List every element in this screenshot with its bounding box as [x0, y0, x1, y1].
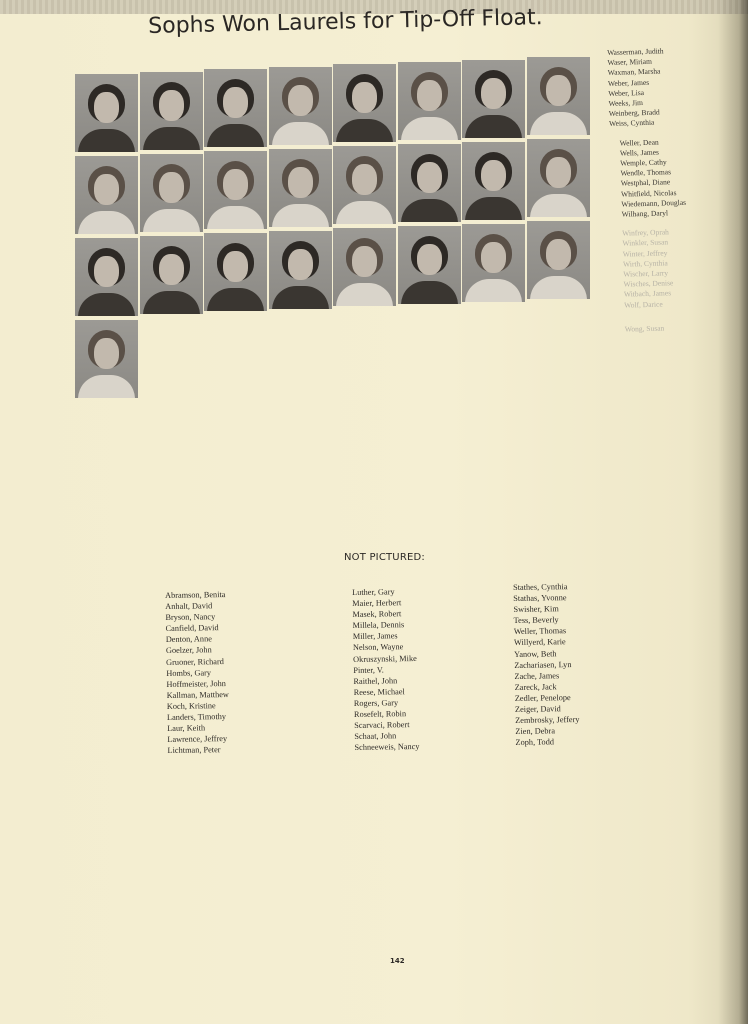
- portrait-face: [223, 169, 248, 200]
- not-pictured-name: Canfield, David: [165, 623, 219, 634]
- portrait-body: [207, 288, 264, 311]
- student-portrait: [333, 228, 396, 306]
- side-name: Waxman, Marsha: [607, 66, 661, 78]
- portrait-body: [336, 119, 393, 142]
- student-portrait: [140, 72, 203, 150]
- name-group-2: [610, 137, 687, 221]
- student-portrait: [140, 154, 203, 232]
- page-number: 142: [390, 957, 405, 965]
- side-name: Witbach, James: [623, 288, 672, 300]
- portrait-body: [465, 197, 522, 220]
- not-pictured-column-3: [513, 581, 580, 748]
- not-pictured-column-2: [352, 586, 420, 753]
- student-portrait: [527, 57, 590, 135]
- not-pictured-name: Lichtman, Peter: [167, 745, 221, 756]
- student-portrait: [140, 236, 203, 314]
- side-name: Wemple, Cathy: [620, 157, 667, 168]
- portrait-body: [530, 112, 587, 135]
- portrait-face: [223, 87, 248, 118]
- side-name-list: [607, 46, 690, 344]
- not-pictured-name: Raithel, John: [353, 676, 398, 686]
- side-name: Wendle, Thomas: [620, 167, 672, 178]
- not-pictured-name: Weller, Thomas: [513, 626, 567, 637]
- not-pictured-name: Goelzer, John: [165, 645, 212, 656]
- portrait-body: [143, 127, 200, 150]
- student-portrait: [462, 142, 525, 220]
- portrait-body: [78, 293, 135, 316]
- side-name: Wasserman, Judith: [607, 46, 664, 57]
- portrait-face: [94, 92, 119, 123]
- portrait-face: [223, 251, 248, 282]
- portrait-face: [352, 164, 377, 195]
- portrait-body: [272, 286, 329, 309]
- side-name: Weber, James: [607, 77, 650, 88]
- side-name: Wells, James: [619, 147, 660, 158]
- portrait-body: [272, 122, 329, 145]
- name-group-3: [612, 227, 690, 335]
- not-pictured-name: Reese, Michael: [353, 687, 405, 697]
- side-name: Wirth, Cynthia: [622, 258, 668, 269]
- student-portrait: [269, 149, 332, 227]
- portrait-face: [417, 244, 442, 275]
- student-portrait: [462, 224, 525, 302]
- student-portrait: [527, 221, 590, 299]
- side-name: Wisches, Denise: [623, 278, 674, 289]
- not-pictured-name: Okruszynski, Mike: [353, 653, 417, 664]
- side-name: Wischer, Larry: [623, 268, 669, 279]
- side-name: Wolf, Darice: [624, 299, 663, 310]
- portrait-face: [94, 338, 119, 369]
- portrait-face: [546, 239, 571, 270]
- name-group-1: [607, 46, 684, 130]
- portrait-face: [288, 249, 313, 280]
- portrait-body: [78, 129, 135, 152]
- portrait-face: [159, 90, 184, 121]
- portrait-face: [288, 85, 313, 116]
- not-pictured-name: Zeiger, David: [514, 704, 561, 715]
- not-pictured-name: Abramson, Benita: [165, 590, 226, 600]
- not-pictured-name: Kallman, Matthew: [166, 689, 229, 700]
- portrait-face: [546, 157, 571, 188]
- not-pictured-name: Schneeweis, Nancy: [354, 742, 420, 753]
- portrait-face: [94, 256, 119, 287]
- portrait-face: [481, 160, 506, 191]
- not-pictured-name: Gruoner, Richard: [166, 656, 224, 667]
- not-pictured-name: Hombs, Gary: [166, 667, 212, 678]
- not-pictured-name: Willyerd, Karie: [513, 637, 566, 648]
- not-pictured-name: Stathes, Cynthia: [513, 582, 568, 592]
- side-name: Weeks, Jim: [608, 98, 644, 108]
- side-name: Waser, Miriam: [607, 56, 653, 68]
- student-portrait: [204, 151, 267, 229]
- student-portrait: [462, 60, 525, 138]
- not-pictured-name: Laur, Keith: [167, 723, 206, 734]
- not-pictured-name: Yanow, Beth: [514, 648, 557, 659]
- portrait-body: [336, 201, 393, 224]
- portrait-face: [546, 75, 571, 106]
- student-portrait: [75, 320, 138, 398]
- portrait-body: [401, 281, 458, 304]
- student-portrait: [75, 156, 138, 234]
- side-name: Wong, Susan: [624, 323, 665, 334]
- not-pictured-name: Zareck, Jack: [514, 682, 557, 692]
- student-portrait: [527, 139, 590, 217]
- portrait-body: [465, 279, 522, 302]
- side-name: Weber, Lisa: [608, 87, 645, 98]
- not-pictured-name: Zien, Debra: [515, 726, 556, 737]
- not-pictured-name: Lawrence, Jeffrey: [167, 734, 228, 745]
- not-pictured-name: Zache, James: [514, 671, 560, 681]
- portrait-body: [465, 115, 522, 138]
- student-portrait: [204, 233, 267, 311]
- student-portrait: [333, 64, 396, 142]
- portrait-body: [78, 211, 135, 234]
- portrait-face: [94, 174, 119, 205]
- portrait-body: [272, 204, 329, 227]
- portrait-face: [288, 167, 313, 198]
- not-pictured-name: Tess, Beverly: [513, 615, 559, 626]
- portrait-body: [143, 291, 200, 314]
- side-name: Whitfield, Nicolas: [620, 187, 677, 199]
- side-name: Wilhang, Daryl: [621, 208, 669, 219]
- portrait-body: [207, 124, 264, 147]
- not-pictured-name: Denton, Anne: [165, 634, 212, 645]
- side-name: Westphal, Diane: [620, 177, 671, 189]
- portrait-body: [530, 276, 587, 299]
- portrait-body: [336, 283, 393, 306]
- not-pictured-heading: NOT PICTURED:: [344, 552, 425, 563]
- not-pictured-name: Landers, Timothy: [166, 712, 227, 723]
- portrait-face: [481, 78, 506, 109]
- not-pictured-name: Nelson, Wayne: [352, 642, 404, 653]
- not-pictured-name: Zoph, Todd: [515, 737, 555, 748]
- student-portrait: [269, 67, 332, 145]
- portrait-face: [417, 80, 442, 111]
- side-name: Wiedemann, Douglas: [621, 197, 687, 209]
- not-pictured-name: Luther, Gary: [352, 587, 395, 597]
- not-pictured-name: Masek, Robert: [352, 609, 402, 620]
- not-pictured-name: Scarvaci, Robert: [354, 720, 410, 731]
- not-pictured-name: Koch, Kristine: [166, 701, 216, 711]
- not-pictured-name: Schaat, John: [354, 731, 397, 742]
- portrait-body: [207, 206, 264, 229]
- student-portrait: [398, 62, 461, 140]
- student-portrait: [269, 231, 332, 309]
- not-pictured-name: Miller, James: [352, 631, 398, 642]
- portrait-face: [159, 254, 184, 285]
- not-pictured-name: Rosefelt, Robin: [353, 709, 407, 720]
- portrait-face: [417, 162, 442, 193]
- student-portrait: [398, 144, 461, 222]
- portrait-body: [78, 375, 135, 398]
- student-portrait: [75, 74, 138, 152]
- portrait-body: [530, 194, 587, 217]
- side-name: Weiss, Cynthia: [608, 118, 655, 129]
- page-title: Sophs Won Laurels for Tip-Off Float.: [148, 5, 543, 39]
- not-pictured-name: Millela, Dennis: [352, 620, 405, 631]
- not-pictured-name: Zachariasen, Lyn: [514, 659, 572, 670]
- portrait-face: [352, 246, 377, 277]
- side-name: Winfrey, Oprah: [622, 227, 669, 238]
- not-pictured-name: Maier, Herbert: [352, 598, 402, 609]
- not-pictured-column-1: [165, 589, 230, 756]
- side-name: Weller, Dean: [619, 137, 659, 148]
- not-pictured-name: Anhalt, David: [165, 601, 213, 612]
- portrait-body: [401, 199, 458, 222]
- portrait-body: [143, 209, 200, 232]
- not-pictured-name: Zembrosky, Jeffery: [515, 715, 580, 726]
- not-pictured-name: Rogers, Gary: [353, 698, 399, 708]
- side-name: Weinberg, Bradd: [608, 107, 660, 119]
- not-pictured-name: Zedler, Penelope: [514, 693, 571, 703]
- not-pictured-name: Pinter, V.: [353, 665, 384, 675]
- portrait-face: [481, 242, 506, 273]
- portrait-face: [352, 82, 377, 113]
- student-portrait: [398, 226, 461, 304]
- not-pictured-name: Bryson, Nancy: [165, 612, 216, 623]
- student-portrait: [75, 238, 138, 316]
- not-pictured-name: Stathas, Yvonne: [513, 593, 567, 604]
- portrait-body: [401, 117, 458, 140]
- side-name: Winkler, Susan: [622, 237, 669, 249]
- student-portrait: [204, 69, 267, 147]
- portrait-face: [159, 172, 184, 203]
- page-edge-shadow: [718, 0, 748, 1024]
- student-portrait: [333, 146, 396, 224]
- side-name: Winter, Jeffrey: [622, 248, 668, 259]
- not-pictured-name: Swisher, Kim: [513, 604, 559, 615]
- not-pictured-name: Hoffmeister, John: [166, 678, 226, 689]
